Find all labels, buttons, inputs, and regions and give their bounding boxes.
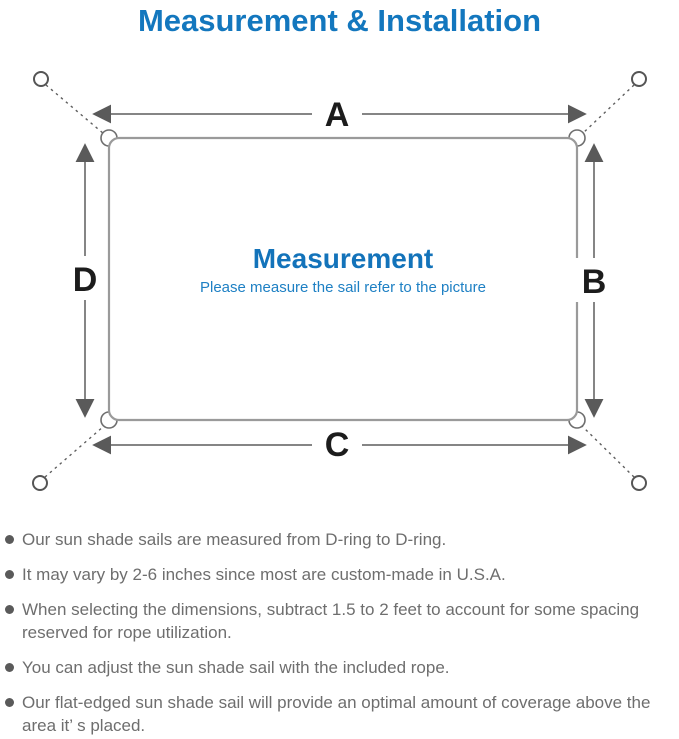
list-item <box>3 656 673 679</box>
anchor-ring-top-left <box>34 72 48 86</box>
list-item <box>3 563 673 586</box>
bullet-icon <box>5 663 14 672</box>
bullet-icon <box>5 535 14 544</box>
bullet-icon <box>5 698 14 707</box>
measurement-diagram <box>0 60 679 520</box>
page-title: Measurement & Installation <box>137 3 542 38</box>
list-item <box>3 691 673 737</box>
note-text: When selecting the dimensions, subtract 1.5 to 2 feet to account for some spacing reserved for rope utilization. <box>22 600 640 642</box>
notes-list <box>0 528 679 737</box>
tether-line-top-left <box>46 85 104 134</box>
note-text: Our sun shade sails are measured from D-ring to D-ring. <box>22 530 447 549</box>
tether-line-bottom-right <box>582 426 634 477</box>
edge-label-b: B <box>581 263 607 301</box>
edge-label-d: D <box>72 261 98 299</box>
anchor-ring-top-right <box>632 72 646 86</box>
edge-label-c: C <box>324 426 350 464</box>
tether-line-bottom-left <box>45 426 104 477</box>
diagram-center-subtitle: Please measure the sail refer to the picture <box>200 279 486 296</box>
diagram-center-title: Measurement <box>252 243 434 274</box>
note-text: It may vary by 2-6 inches since most are custom-made in U.S.A. <box>22 565 506 584</box>
anchor-ring-bottom-left <box>33 476 47 490</box>
note-text: Our flat-edged sun shade sail will provide an optimal amount of coverage above the area it’ s placed. <box>22 693 651 735</box>
bullet-icon <box>5 605 14 614</box>
bullet-icon <box>5 570 14 579</box>
note-text: You can adjust the sun shade sail with the included rope. <box>22 658 450 677</box>
tether-line-top-right <box>582 85 634 134</box>
list-item <box>3 598 673 644</box>
anchor-ring-bottom-right <box>632 476 646 490</box>
list-item <box>3 528 673 551</box>
edge-label-a: A <box>324 96 350 134</box>
